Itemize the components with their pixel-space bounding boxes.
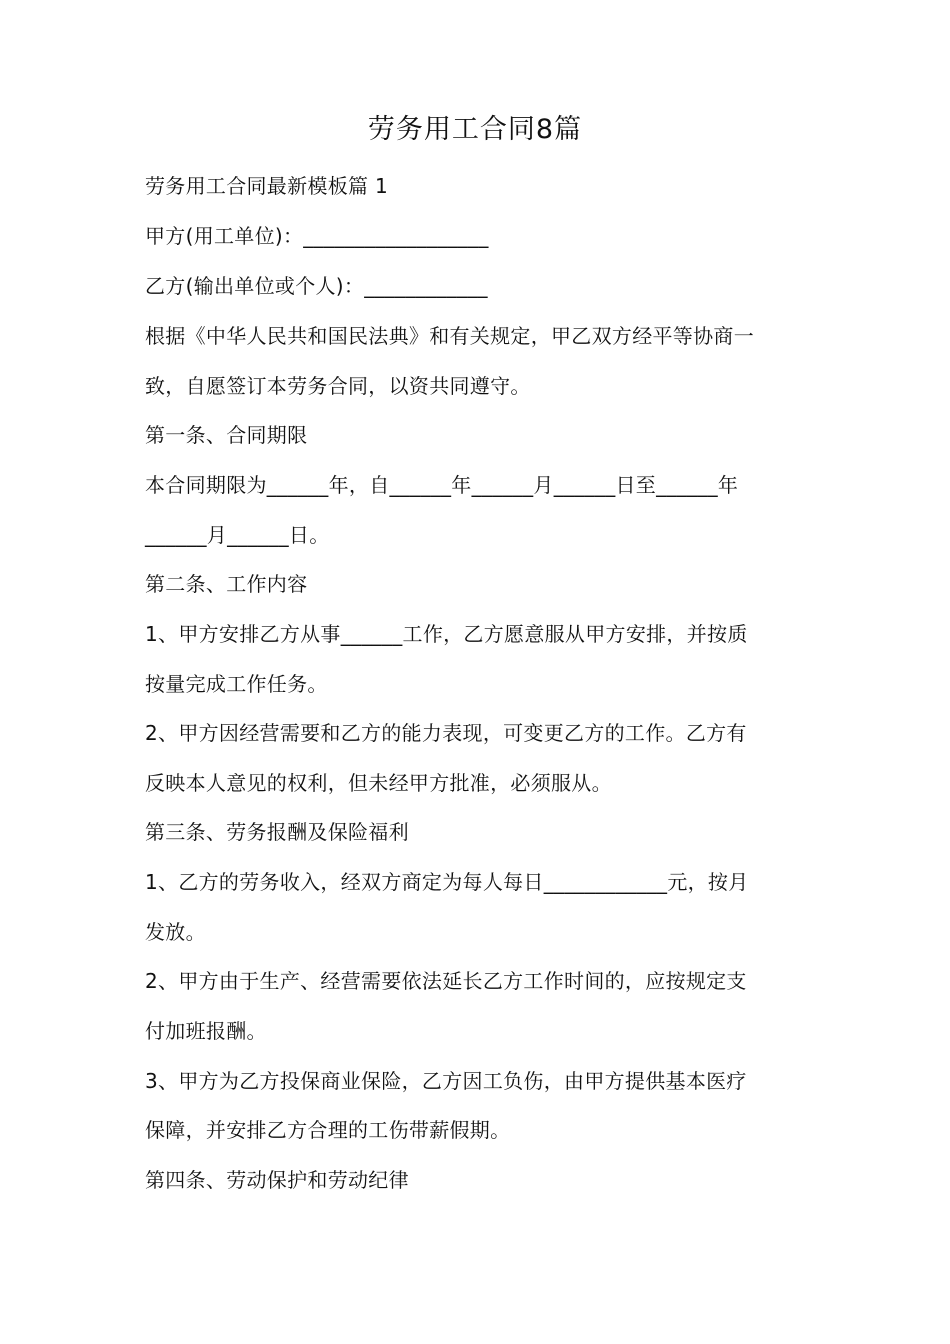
paragraph-line: 2、甲方因经营需要和乙方的能力表现，可变更乙方的工作。乙方有 [145,721,747,745]
article-heading: 第三条、劳务报酬及保险福利 [145,820,409,844]
article-heading: 第一条、合同期限 [145,423,308,447]
paragraph-line: 按量完成工作任务。 [145,672,328,696]
article-heading: 第四条、劳动保护和劳动纪律 [145,1168,409,1192]
document-title: 劳务用工合同8篇 [367,114,583,145]
party-b-line: 乙方(输出单位或个人)：____________ [145,274,488,298]
article-heading: 第二条、工作内容 [145,572,308,596]
paragraph-line: 根据《中华人民共和国民法典》和有关规定，甲乙双方经平等协商一 [145,324,754,348]
section-heading: 劳务用工合同最新模板篇 1 [145,174,388,198]
paragraph-line: 反映本人意见的权利，但未经甲方批准，必须服从。 [145,771,612,795]
paragraph-line: 1、乙方的劳务收入，经双方商定为每人每日____________元，按月 [145,870,749,894]
paragraph-line: 本合同期限为______年，自______年______月______日至______年 [145,473,739,497]
paragraph-line: 发放。 [145,920,206,944]
paragraph-line: ______月______日。 [145,523,330,547]
paragraph-line: 3、甲方为乙方投保商业保险，乙方因工负伤，由甲方提供基本医疗 [145,1069,747,1093]
paragraph-line: 2、甲方由于生产、经营需要依法延长乙方工作时间的，应按规定支 [145,969,747,993]
paragraph-line: 1、甲方安排乙方从事______工作，乙方愿意服从甲方安排，并按质 [145,622,748,646]
paragraph-line: 付加班报酬。 [145,1019,267,1043]
paragraph-line: 致，自愿签订本劳务合同，以资共同遵守。 [145,374,531,398]
paragraph-line: 保障，并安排乙方合理的工伤带薪假期。 [145,1118,511,1142]
party-a-line: 甲方(用工单位)：__________________ [145,224,489,248]
